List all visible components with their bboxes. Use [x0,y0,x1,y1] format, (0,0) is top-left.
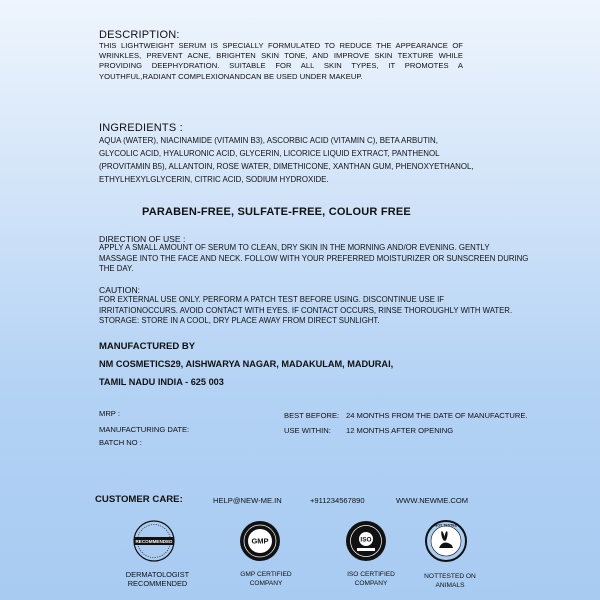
customer-care-website[interactable]: WWW.NEWME.COM [396,496,469,505]
ingredients-text: AQUA (WATER), NIACINAMIDE (VITAMIN B3), ASCORBIC ACID (VITAMIN C), BETA ARBUTIN, GLYCOLIC ACID, HYALURONIC ACID, GLYCERIN, LICORICE LIQUID EXTRACT, PANTHENOL (PROVITAMIN B5), ALLANTOIN, ROSE WATER, DIMETHICONE, XANTHAN GUM, PHENOXYETHANOL, ETHYLHEXYLGLYCERIN, CITRIC ACID, SODIUM HYDROXIDE. [99,136,474,184]
free-from-claims: PARABEN-FREE, SULFATE-FREE, COLOUR FREE [142,206,411,218]
svg-text:NOT TESTED: NOT TESTED [434,523,458,528]
manufacturing-date-field: MANUFACTURING DATE: [99,425,190,434]
mrp-field: MRP : [99,409,120,418]
batch-number-field: BATCH NO : [99,438,142,447]
not-tested-on-animals-icon [424,519,468,563]
dermatologist-caption: DERMATOLOGIST RECOMMENDED [125,570,190,588]
iso-caption: ISO CERTIFIED COMPANY [347,571,395,587]
iso-seal-icon [344,519,388,563]
customer-care-heading: CUSTOMER CARE: [95,494,183,505]
svg-text:GMP: GMP [251,536,269,546]
caution-text: FOR EXTERNAL USE ONLY. PERFORM A PATCH TEST BEFORE USING. DISCONTINUE USE IF IRRITATIONOCCURS. AVOID CONTACT WITH EYES. IF CONTACT OCCURS, RINSE THOROUGHLY WITH WATER. STORAGE: STORE IN A COOL, DRY PLACE AWAY FROM DIRECT SUNLIGHT. [99,295,513,326]
dermatologist-seal-icon [132,519,176,563]
customer-care-email[interactable]: HELP@NEW-ME.IN [213,496,282,505]
ingredients-heading: INGREDIENTS : [99,122,183,134]
manufacturer-address-line2: TAMIL NADU INDIA - 625 003 [99,377,224,387]
customer-care-phone[interactable]: +911234567890 [310,496,365,505]
use-within-label: USE WITHIN: [284,426,331,435]
best-before-value: 24 MONTHS FROM THE DATE OF MANUFACTURE. [346,411,528,420]
caution-heading: CAUTION: [99,285,141,295]
description-text: THIS LIGHTWEIGHT SERUM IS SPECIALLY FORMULATED TO REDUCE THE APPEARANCE OF WRINKLES, PREVENT ACNE, BRIGHTEN SKIN TONE, AND IMPROVE SKIN TEXTURE WHILE PROVIDING DEEPHYDRATION. SUITABLE FOR ALL SKIN TYPES, IT PROMOTES A YOUTHFUL,RADIANT COMPLEXIONANDCAN BE USED UNDER MAKEUP. [99,41,463,81]
gmp-seal-icon [238,519,282,563]
gmp-caption: GMP CERTIFIED COMPANY [240,571,292,587]
use-within-value: 12 MONTHS AFTER OPENING [346,426,454,435]
manufacturer-address-line1: NM COSMETICS29, AISHWARYA NAGAR, MADAKULAM, MADURAI, [99,359,394,369]
direction-text: APPLY A SMALL AMOUNT OF SERUM TO CLEAN, DRY SKIN IN THE MORNING AND/OR EVENING. GENTLY MASSAGE INTO THE FACE AND NECK. FOLLOW WITH YOUR PREFERRED MOISTURIZER OR SUNSCREEN DURING THE DAY. [99,243,529,274]
manufacturer-heading: MANUFACTURED BY [99,341,196,352]
direction-heading: DIRECTION OF USE : [99,234,186,244]
svg-text:RECOMMENDED: RECOMMENDED [135,539,173,544]
best-before-label: BEST BEFORE: [284,411,340,420]
description-heading: DESCRIPTION: [99,29,180,41]
svg-text:ISO: ISO [360,536,372,544]
not-tested-caption: NOTTESTED ON ANIMALS [424,573,476,589]
